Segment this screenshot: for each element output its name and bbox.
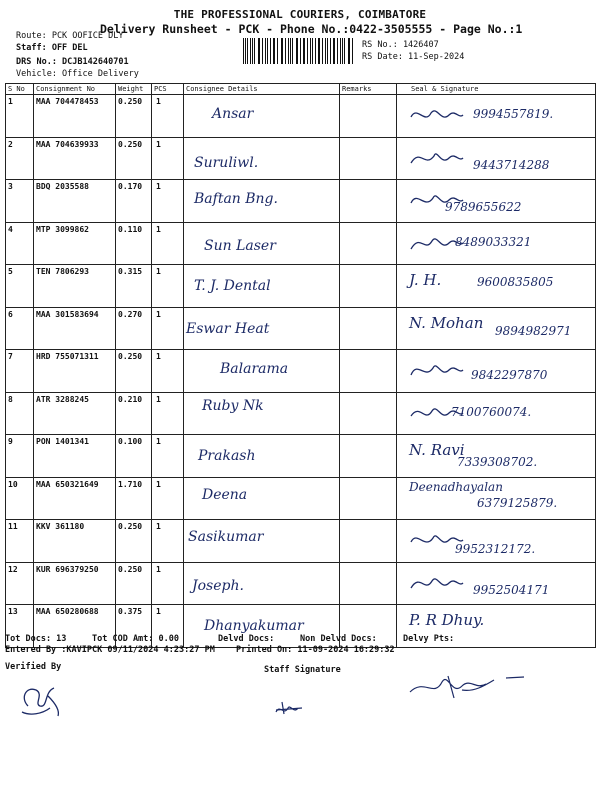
receiver-phone: 9789655622 xyxy=(445,200,522,214)
row-consignee-cell xyxy=(184,307,340,350)
rs-date: RS Date: 11-Sep-2024 xyxy=(362,52,465,62)
row-consignee-cell xyxy=(184,180,340,223)
row-sno: 2 xyxy=(6,137,34,180)
row-pcs: 1 xyxy=(152,562,184,605)
receiver-phone: 9952504171 xyxy=(473,582,550,597)
row-consignee-cell xyxy=(184,222,340,265)
row-sno: 8 xyxy=(6,392,34,435)
row-weight: 0.250 xyxy=(116,95,152,138)
table-row xyxy=(6,307,596,350)
receiver-phone: 9894982971 xyxy=(495,323,572,338)
row-remarks xyxy=(340,222,397,265)
non-delivered-docs: Non Delvd Docs: xyxy=(300,634,377,644)
row-sno: 5 xyxy=(6,265,34,308)
row-pcs: 1 xyxy=(152,605,184,648)
consignee-name: Eswar Heat xyxy=(186,320,270,337)
consignee-name: Ruby Nk xyxy=(202,397,264,414)
entered-by: Entered By :KAVIPCK 09/11/2024 4:23:27 PM xyxy=(5,645,215,655)
company-title: THE PROFESSIONAL COURIERS, COIMBATORE xyxy=(173,8,427,21)
table-row xyxy=(6,222,596,265)
row-weight: 0.375 xyxy=(116,605,152,648)
row-pcs: 1 xyxy=(152,435,184,478)
row-remarks xyxy=(340,435,397,478)
row-consignment-no: BDQ 2035588 xyxy=(34,180,116,223)
row-pcs: 1 xyxy=(152,392,184,435)
col-consignee: Consignee Details xyxy=(184,84,340,95)
row-weight: 0.250 xyxy=(116,520,152,563)
col-remarks: Remarks xyxy=(340,84,397,95)
row-remarks xyxy=(340,520,397,563)
consignee-name: Deena xyxy=(202,486,248,503)
receiver-phone: 7339308702. xyxy=(457,455,538,469)
row-sno: 3 xyxy=(6,180,34,223)
runsheet-subtitle: Delivery Runsheet - PCK - Phone No.:0422-3505555 - Page No.:1 xyxy=(100,22,523,36)
receiver-phone: 9600835805 xyxy=(477,275,554,289)
row-signature-cell xyxy=(397,350,596,393)
row-sno: 4 xyxy=(6,222,34,265)
total-cod-amount: Tot COD Amt: 0.00 xyxy=(92,634,179,644)
consignee-name: Sasikumar xyxy=(188,529,264,545)
consignee-name: Prakash xyxy=(198,448,256,464)
row-signature-cell xyxy=(397,307,596,350)
row-signature-cell xyxy=(397,95,596,138)
receiver-phone: 9994557819. xyxy=(473,107,554,121)
consignee-name: Baftan Bng. xyxy=(194,191,278,207)
row-consignee-cell xyxy=(184,137,340,180)
row-consignment-no: MAA 704639933 xyxy=(34,137,116,180)
row-pcs: 1 xyxy=(152,307,184,350)
table-row xyxy=(6,477,596,520)
receiver-phone: 6379125879. xyxy=(477,495,558,510)
table-row xyxy=(6,350,596,393)
row-sno: 1 xyxy=(6,95,34,138)
row-sno: 10 xyxy=(6,477,34,520)
receiver-phone: 7100760074. xyxy=(451,404,532,419)
row-weight: 0.110 xyxy=(116,222,152,265)
table-row xyxy=(6,95,596,138)
row-remarks xyxy=(340,180,397,223)
row-pcs: 1 xyxy=(152,222,184,265)
row-sno: 13 xyxy=(6,605,34,648)
row-remarks xyxy=(340,350,397,393)
col-sno: S No xyxy=(6,84,34,95)
consignee-name: Balarama xyxy=(220,361,289,377)
consignee-name: Ansar xyxy=(212,106,254,122)
row-pcs: 1 xyxy=(152,520,184,563)
row-weight: 0.210 xyxy=(116,392,152,435)
row-remarks xyxy=(340,137,397,180)
signer-name: N. Mohan xyxy=(409,313,484,332)
row-sno: 12 xyxy=(6,562,34,605)
row-pcs: 1 xyxy=(152,265,184,308)
row-pcs: 1 xyxy=(152,350,184,393)
receiver-phone: 8489033321 xyxy=(455,234,532,249)
verified-signature-icon xyxy=(14,676,74,718)
row-sno: 6 xyxy=(6,307,34,350)
barcode-image xyxy=(243,38,355,64)
row-signature-cell xyxy=(397,222,596,265)
row-signature-cell xyxy=(397,562,596,605)
staff-signature-icon xyxy=(272,696,306,718)
row-signature-cell xyxy=(397,265,596,308)
printed-on: Printed On: 11-09-2024 16:29:32 xyxy=(236,645,395,655)
row-pcs: 1 xyxy=(152,137,184,180)
consignee-name: Joseph. xyxy=(192,577,244,594)
row-consignee-cell xyxy=(184,350,340,393)
row-consignee-cell xyxy=(184,435,340,478)
col-consignment: Consignment No xyxy=(34,84,116,95)
row-weight: 0.250 xyxy=(116,137,152,180)
table-row xyxy=(6,137,596,180)
col-signature: Seal & Signature xyxy=(397,84,596,95)
signer-name: J. H. xyxy=(409,271,442,289)
row-consignee-cell xyxy=(184,562,340,605)
row-remarks xyxy=(340,265,397,308)
row-weight: 0.250 xyxy=(116,562,152,605)
row-consignment-no: PON 1401341 xyxy=(34,435,116,478)
staff-signature-label: Staff Signature xyxy=(264,665,341,675)
row-sno: 7 xyxy=(6,350,34,393)
row-consignment-no: KUR 696379250 xyxy=(34,562,116,605)
row-consignment-no: MTP 3099862 xyxy=(34,222,116,265)
drs-label: DRS No.: DCJB142640701 xyxy=(16,57,129,67)
row-sno: 9 xyxy=(6,435,34,478)
table-row xyxy=(6,392,596,435)
row-consignee-cell xyxy=(184,95,340,138)
row-consignment-no: MAA 704478453 xyxy=(34,95,116,138)
row-consignee-cell xyxy=(184,392,340,435)
row-sno: 11 xyxy=(6,520,34,563)
receiver-phone: 9952312172. xyxy=(455,542,536,556)
signature-scribble-icon xyxy=(407,356,467,384)
consignee-name: T. J. Dental xyxy=(194,278,271,294)
row-signature-cell xyxy=(397,137,596,180)
staff-label: Staff: OFF DEL xyxy=(16,43,88,53)
row-remarks xyxy=(340,392,397,435)
consignee-name: Dhanyakumar xyxy=(204,618,304,634)
row-pcs: 1 xyxy=(152,180,184,223)
row-consignment-no: TEN 7806293 xyxy=(34,265,116,308)
signer-name: P. R Dhuy. xyxy=(409,611,485,629)
total-docs: Tot Docs: 13 xyxy=(5,634,67,644)
table-row xyxy=(6,180,596,223)
row-pcs: 1 xyxy=(152,95,184,138)
row-weight: 0.315 xyxy=(116,265,152,308)
row-signature-cell xyxy=(397,180,596,223)
row-consignee-cell xyxy=(184,477,340,520)
row-signature-cell xyxy=(397,520,596,563)
signer-name: Deenadhayalan xyxy=(409,479,503,494)
signer-name: N. Ravi xyxy=(409,441,465,459)
row-consignee-cell xyxy=(184,265,340,308)
row-remarks xyxy=(340,477,397,520)
row-remarks xyxy=(340,95,397,138)
receiver-phone: 9443714288 xyxy=(473,157,550,172)
table-row xyxy=(6,520,596,563)
row-consignee-cell xyxy=(184,520,340,563)
row-weight: 0.170 xyxy=(116,180,152,223)
table-header-row xyxy=(6,84,596,95)
route-label: Route: PCK OOFICE DLY xyxy=(16,31,124,41)
rs-number: RS No.: 1426407 xyxy=(362,40,439,50)
delivery-points: Delvy Pts: xyxy=(403,634,455,644)
signature-scribble-icon xyxy=(407,144,467,172)
signature-scribble-icon xyxy=(407,101,467,129)
row-remarks xyxy=(340,307,397,350)
row-weight: 0.270 xyxy=(116,307,152,350)
row-weight: 0.250 xyxy=(116,350,152,393)
vehicle-label: Vehicle: Office Delivery xyxy=(16,69,139,79)
row-consignment-no: KKV 361180 xyxy=(34,520,116,563)
signature-scribble-icon xyxy=(407,569,467,597)
row-weight: 0.100 xyxy=(116,435,152,478)
table-row xyxy=(6,265,596,308)
row-signature-cell xyxy=(397,477,596,520)
col-pcs: PCS xyxy=(152,84,184,95)
row-remarks xyxy=(340,562,397,605)
row-pcs: 1 xyxy=(152,477,184,520)
officer-signature-icon xyxy=(404,668,544,704)
receiver-phone: 9842297870 xyxy=(471,368,548,382)
table-row xyxy=(6,435,596,478)
row-consignment-no: MAA 650280688 xyxy=(34,605,116,648)
consignee-name: Sun Laser xyxy=(204,237,276,254)
row-consignment-no: HRD 755071311 xyxy=(34,350,116,393)
delivered-docs: Delvd Docs: xyxy=(218,634,275,644)
col-weight: Weight xyxy=(116,84,152,95)
row-signature-cell xyxy=(397,392,596,435)
consignee-name: Suruliwl. xyxy=(194,154,259,171)
table-row xyxy=(6,562,596,605)
row-consignment-no: MAA 650321649 xyxy=(34,477,116,520)
row-weight: 1.710 xyxy=(116,477,152,520)
row-signature-cell xyxy=(397,435,596,478)
row-consignment-no: MAA 301583694 xyxy=(34,307,116,350)
runsheet-table xyxy=(5,83,596,648)
verified-by-label: Verified By xyxy=(5,662,62,672)
row-consignment-no: ATR 3288245 xyxy=(34,392,116,435)
